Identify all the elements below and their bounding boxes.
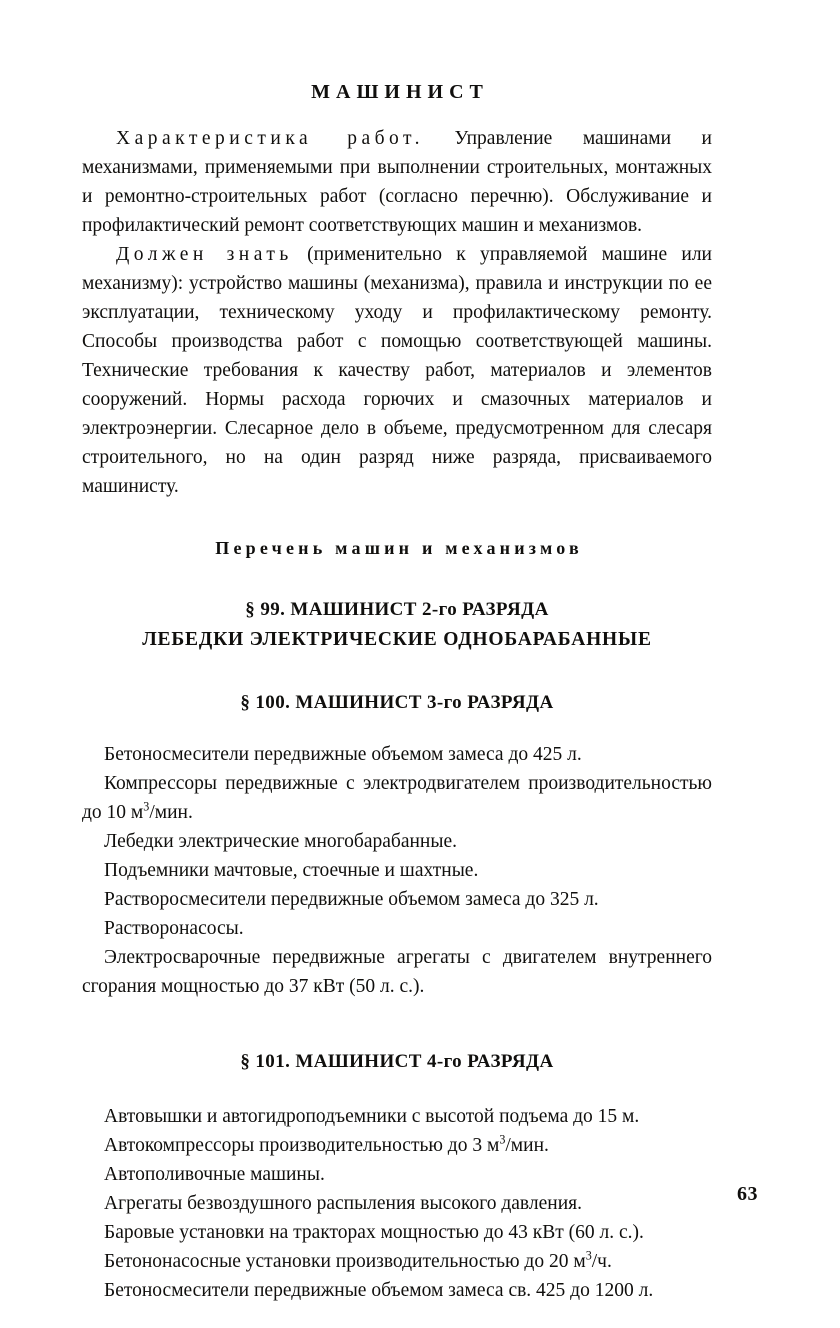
- paragraph-must-know: [82, 240, 712, 501]
- list-item: Растворосмесители передвижные объемом замеса до 325 л.: [104, 889, 599, 911]
- entry-list-101: [82, 1077, 712, 1305]
- section-subtitle-99: ЛЕБЕДКИ ЭЛЕКТРИЧЕСКИЕ ОДНОБАРАБАННЫЕ: [142, 629, 652, 651]
- section-heading-99: § 99. МАШИНИСТ 2-го РАЗРЯДА: [245, 599, 549, 621]
- list-item: Подъемники мачтовые, стоечные и шахтные.: [104, 860, 479, 882]
- characteristics-lead: Характеристика работ.: [116, 128, 424, 149]
- must-know-body: (применительно к управляемой машине или механизму): устройство машины (механизма), правила и инструкции по ее эксплуатации, техническому уходу и профилактическому ремонту. Способы производства работ с помощью соответствующей машины. Технические требования к качеству работ, материалов и элементов сооружений. Нормы расхода горючих и смазочных материалов и электроэнергии. Слесарное дело в объеме, предусмотренном для слесаря строительного, но на один разряд ниже разряда, присваиваемого машинисту.: [82, 244, 712, 497]
- list-item: Агрегаты безвоздушного распыления высокого давления.: [104, 1193, 582, 1215]
- list-item: Бетононасосные установки производительностью до 20 $м^3/ч$.: [104, 1248, 612, 1273]
- list-item: Бетоносмесители передвижные объемом замеса св. 425 до 1200 л.: [104, 1280, 654, 1302]
- page-title: МАШИНИСТ: [311, 81, 489, 103]
- list-item: Лебедки электрические многобарабанные.: [104, 831, 457, 853]
- list-item: Баровые установки на тракторах мощностью до 43 кВт (60 л. с.).: [104, 1222, 644, 1244]
- machines-list-heading: Перечень машин и механизмов: [215, 538, 583, 558]
- list-item: Автополивочные машины.: [104, 1164, 325, 1186]
- list-item: Автокомпрессоры производительностью до 3 $м^3$/мин.: [104, 1132, 549, 1157]
- section-heading-101: § 101. МАШИНИСТ 4-го РАЗРЯДА: [240, 1051, 554, 1073]
- page-content: [82, 0, 712, 1305]
- list-item: Бетоносмесители передвижные объемом замеса до 425 л.: [104, 744, 582, 766]
- section-heading-100: § 100. МАШИНИСТ 3-го РАЗРЯДА: [240, 692, 554, 714]
- characteristics-body: Управление машинами и механизмами, применяемыми при выполнении строительных, монтажных и ремонтно-строительных работ (согласно перечню). Обслуживание и профилактический ремонт соответствующих машин и механизмов.: [82, 128, 712, 236]
- list-item: Электросварочные передвижные агрегаты с двигателем внутреннего сгорания мощностью до 37 кВт (50 л. с.).: [82, 947, 712, 998]
- list-item: Автовышки и автогидроподъемники с высотой подъема до 15 м.: [104, 1106, 640, 1128]
- entry-list-100: [82, 718, 712, 1001]
- list-item: Растворонасосы.: [104, 918, 244, 940]
- paragraph-characteristics: [82, 124, 712, 240]
- must-know-lead: Должен знать: [116, 244, 293, 265]
- page-number: 63: [737, 1183, 758, 1205]
- list-item: Компрессоры передвижные с электродвигателем производительностью до 10 $м^3$/мин.: [82, 773, 712, 824]
